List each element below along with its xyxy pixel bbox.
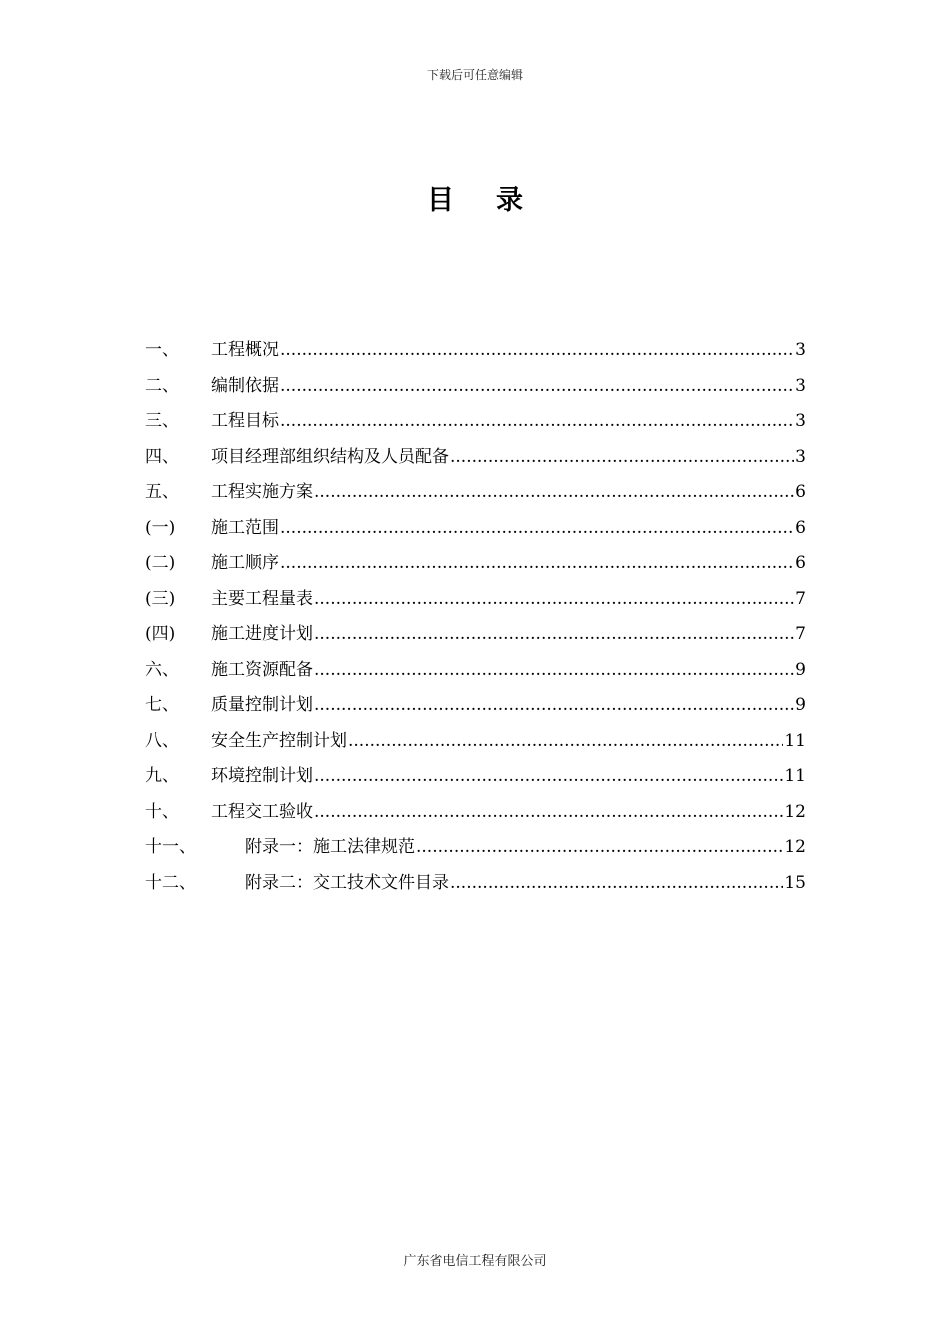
toc-dot-leader bbox=[450, 873, 783, 893]
toc-entry-page: 3 bbox=[795, 446, 806, 467]
toc-entry-text: 编制依据 bbox=[211, 375, 279, 396]
toc-entry[interactable] bbox=[145, 406, 806, 442]
toc-dot-leader bbox=[314, 624, 794, 644]
toc-entry-number: 五、 bbox=[145, 482, 179, 502]
toc-entry-text: 附录一：施工法律规范 bbox=[245, 837, 415, 857]
toc-dot-leader bbox=[348, 731, 783, 751]
toc-entry-page: 6 bbox=[795, 553, 806, 573]
toc-entry-number: (一) bbox=[145, 517, 176, 538]
toc-entry-text: 工程目标 bbox=[211, 411, 279, 431]
toc-entry-number: 二、 bbox=[145, 375, 179, 396]
toc-entry[interactable] bbox=[145, 868, 806, 904]
toc-entry-page: 12 bbox=[784, 801, 806, 822]
toc-entry-page: 3 bbox=[795, 375, 806, 396]
toc-entry-text: 施工资源配备 bbox=[211, 659, 313, 680]
toc-dot-leader bbox=[450, 447, 794, 467]
toc-entry-number: 四、 bbox=[145, 446, 179, 467]
toc-title-char-2: 录 bbox=[496, 185, 523, 216]
toc-dot-leader bbox=[314, 482, 794, 502]
toc-entry-page: 3 bbox=[795, 340, 806, 360]
toc-entry-text: 质量控制计划 bbox=[211, 695, 313, 715]
toc-entry[interactable] bbox=[145, 619, 806, 655]
toc-entry[interactable] bbox=[145, 797, 806, 833]
toc-entry[interactable] bbox=[145, 477, 806, 513]
toc-entry-page: 9 bbox=[795, 659, 806, 680]
toc-entry[interactable] bbox=[145, 832, 806, 868]
toc-entry[interactable] bbox=[145, 513, 806, 549]
toc-entry[interactable] bbox=[145, 584, 806, 620]
toc-entry-page: 7 bbox=[795, 588, 806, 609]
toc-entry-page: 11 bbox=[784, 766, 806, 786]
toc-dot-leader bbox=[314, 695, 794, 715]
toc-entry[interactable] bbox=[145, 371, 806, 407]
toc-dot-leader bbox=[280, 411, 794, 431]
toc-title bbox=[0, 178, 950, 217]
toc-entry-text: 附录二：交工技术文件目录 bbox=[245, 872, 449, 893]
toc-entry-page: 7 bbox=[795, 624, 806, 644]
toc-entry-number: 十一、 bbox=[145, 837, 196, 857]
toc-entry-number: 八、 bbox=[145, 730, 179, 751]
toc-dot-leader bbox=[314, 660, 794, 680]
toc-entry-page: 9 bbox=[795, 695, 806, 715]
toc-entry-text: 主要工程量表 bbox=[211, 588, 313, 609]
toc-entry-number: 三、 bbox=[145, 411, 179, 431]
toc-dot-leader bbox=[280, 340, 794, 360]
toc-entry-number: 九、 bbox=[145, 766, 179, 786]
toc-entry-number: (四) bbox=[145, 624, 176, 644]
page-header: 下载后可任意编辑 bbox=[426, 68, 523, 82]
toc-dot-leader bbox=[280, 518, 794, 538]
toc-entry[interactable] bbox=[145, 655, 806, 691]
toc-entry[interactable] bbox=[145, 726, 806, 762]
toc-dot-leader bbox=[416, 837, 783, 857]
toc-entry[interactable] bbox=[145, 442, 806, 478]
toc-entry-text: 环境控制计划 bbox=[211, 766, 313, 786]
toc-dot-leader bbox=[314, 766, 783, 786]
toc-entry-text: 工程交工验收 bbox=[211, 801, 313, 822]
toc-entry-number: 十、 bbox=[145, 801, 179, 822]
toc-entry-number: 一、 bbox=[145, 340, 179, 360]
page-footer: 广东省电信工程有限公司 bbox=[403, 1254, 547, 1269]
toc-dot-leader bbox=[280, 376, 794, 396]
toc-entry-page: 15 bbox=[784, 872, 806, 893]
toc-entry-text: 工程实施方案 bbox=[211, 482, 313, 502]
toc-entry[interactable] bbox=[145, 335, 806, 371]
toc-dot-leader bbox=[314, 802, 783, 822]
toc-entry-number: (三) bbox=[145, 588, 176, 609]
toc-dot-leader bbox=[314, 589, 794, 609]
toc-entry-number: 六、 bbox=[145, 659, 179, 680]
toc-entry-text: 施工顺序 bbox=[211, 553, 279, 573]
toc-entry-page: 11 bbox=[784, 730, 806, 751]
toc-entry[interactable] bbox=[145, 548, 806, 584]
toc-entry-text: 工程概况 bbox=[211, 340, 279, 360]
toc-entry-number: (二) bbox=[145, 553, 176, 573]
toc-title-char-1: 目 bbox=[427, 185, 454, 216]
toc-entry-text: 项目经理部组织结构及人员配备 bbox=[211, 446, 449, 467]
table-of-contents bbox=[145, 335, 806, 903]
toc-entry-number: 七、 bbox=[145, 695, 179, 715]
toc-entry-number: 十二、 bbox=[145, 872, 196, 893]
toc-entry-page: 3 bbox=[795, 411, 806, 431]
toc-entry[interactable] bbox=[145, 761, 806, 797]
toc-entry-text: 施工进度计划 bbox=[211, 624, 313, 644]
toc-entry-text: 安全生产控制计划 bbox=[211, 730, 347, 751]
toc-entry-page: 6 bbox=[795, 482, 806, 502]
toc-entry[interactable] bbox=[145, 690, 806, 726]
toc-entry-page: 6 bbox=[795, 517, 806, 538]
toc-entry-text: 施工范围 bbox=[211, 517, 279, 538]
toc-entry-page: 12 bbox=[784, 837, 806, 857]
toc-dot-leader bbox=[280, 553, 794, 573]
